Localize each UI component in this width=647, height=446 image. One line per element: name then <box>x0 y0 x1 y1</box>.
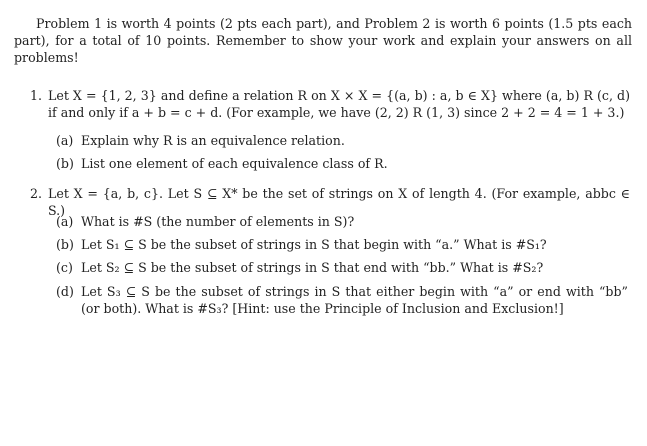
part-label: (a) <box>56 133 74 148</box>
problem-1-part-b <box>56 155 628 172</box>
problem-2-part-d <box>56 283 628 317</box>
problem-1-statement: Let X = {1, 2, 3} and define a relation R on X × X = {(a, b) : a, b ∈ X} where (a, b) R (c, d) if and only if a + b = c + d. (For example, we have (2, 2) R (1, 3) since 2 + 2 = 4 = 1 + 3.) <box>48 88 630 120</box>
problem-2-part-a <box>56 213 628 230</box>
instructions-text: Problem 1 is worth 4 points (2 pts each part), and Problem 2 is worth 6 points (1.5 pts each part), for a total of 10 points. Remember to show your work and explain your answers on all problems! <box>14 16 632 65</box>
part-label: (c) <box>56 260 73 275</box>
problem-2-statement: Let X = {a, b, c}. Let S ⊆ X* be the set of strings on X of length 4. (For example, abbc ∈ S.) <box>48 186 630 218</box>
part-text: Let S₃ ⊆ S be the subset of strings in S that either begin with “a” or end with “bb” (or both). What is #S₃? [Hint: use the Principle of Inclusion and Exclusion!] <box>81 284 628 316</box>
part-label: (b) <box>56 237 74 252</box>
part-text: Let S₁ ⊆ S be the subset of strings in S that begin with “a.” What is #S₁? <box>81 237 547 252</box>
part-text: What is #S (the number of elements in S)? <box>81 214 355 229</box>
part-text: Let S₂ ⊆ S be the subset of strings in S that end with “bb.” What is #S₂? <box>81 260 544 275</box>
instructions-paragraph <box>14 15 632 66</box>
part-label: (d) <box>56 284 74 299</box>
problem-1-number: 1. <box>30 88 43 103</box>
problem-1 <box>30 87 630 121</box>
part-label: (b) <box>56 156 74 171</box>
problem-2-part-b <box>56 236 628 253</box>
problem-2-part-c <box>56 259 628 276</box>
problem-2-number: 2. <box>30 186 43 201</box>
part-text: List one element of each equivalence class of R. <box>81 156 388 171</box>
part-label: (a) <box>56 214 74 229</box>
part-text: Explain why R is an equivalence relation. <box>81 133 345 148</box>
problem-1-part-a <box>56 132 628 149</box>
